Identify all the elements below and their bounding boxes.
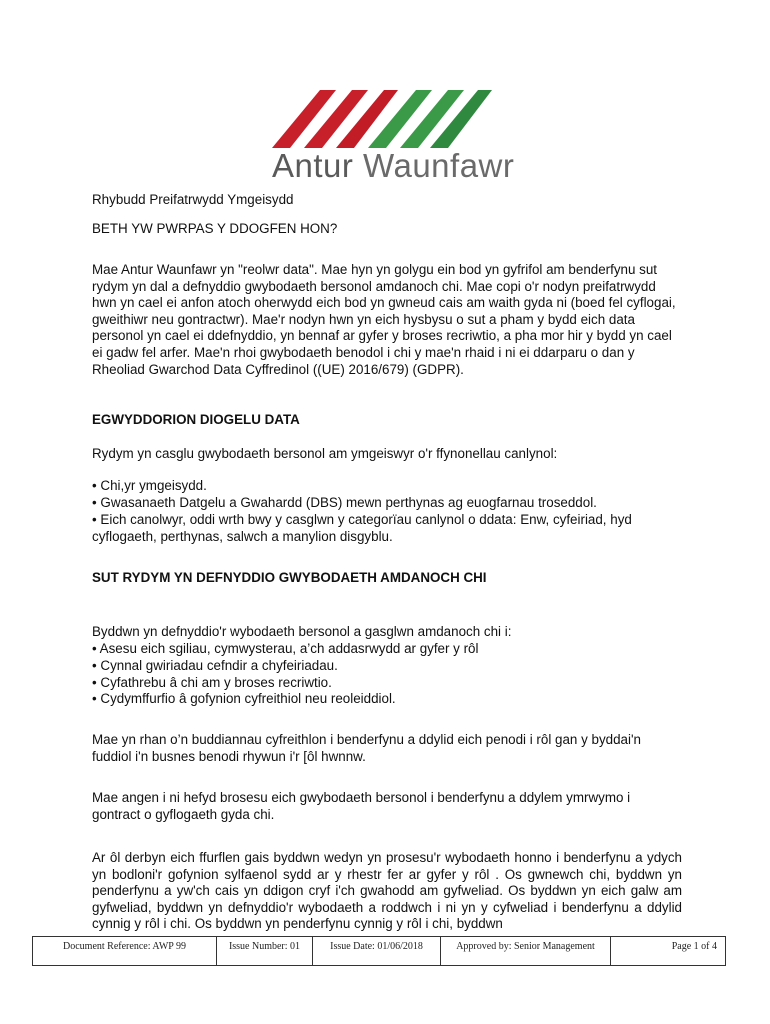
- usage-bullet-2: • Cynnal gwiriadau cefndir a chyfeiriadau.: [92, 658, 338, 673]
- footer-approved-by: Approved by: Senior Management: [441, 937, 611, 965]
- usage-bullet-4: • Cydymffurfio â gofynion cyfreithiol neu reoleiddiol.: [92, 691, 396, 706]
- footer-page-number: Page 1 of 4: [671, 941, 717, 952]
- footer-doc-reference: Document Reference: AWP 99: [33, 937, 217, 965]
- footer-issue-number: Issue Number: 01: [217, 937, 313, 965]
- logo-word-waunfawr: Waunfawr: [363, 147, 515, 184]
- document-footer: [32, 936, 726, 966]
- usage-bullet-1: • Asesu eich sgiliau, cymwysterau, a’ch addasrwydd ar gyfer y rôl: [92, 641, 479, 656]
- document-title: Rhybudd Preifatrwydd Ymgeisydd: [92, 192, 294, 207]
- section-heading-principles: EGWYDDORION DIOGELU DATA: [92, 412, 300, 427]
- principles-bullet-2: • Gwasanaeth Datgelu a Gwahardd (DBS) mewn perthynas ag euogfarnau troseddol.: [92, 495, 597, 510]
- principles-bullet-1: • Chi,yr ymgeisydd.: [92, 478, 207, 493]
- logo-word-antur: Antur: [272, 147, 354, 184]
- footer-issue-date: Issue Date: 01/06/2018: [313, 937, 441, 965]
- usage-intro: Byddwn yn defnyddio'r wybodaeth bersonol a gasglwn amdanoch chi i:: [92, 624, 512, 639]
- interest-paragraph: Mae yn rhan o’n buddiannau cyfreithlon i benderfynu a ddylid eich penodi i rôl gan y byddai'n fuddiol i'n busnes benodi rhywun i'r [ôl hwnnw.: [92, 732, 641, 764]
- section-heading-usage: SUT RYDYM YN DEFNYDDIO GWYBODAETH AMDANOCH CHI: [92, 570, 487, 585]
- principles-intro: Rydym yn casglu gwybodaeth bersonol am ymgeiswyr o'r ffynonellau canlynol:: [92, 446, 558, 461]
- usage-bullet-3: • Cyfathrebu â chi am y broses recriwtio.: [92, 675, 332, 690]
- contract-paragraph: Mae angen i ni hefyd brosesu eich gwybodaeth bersonol i benderfynu a ddylem ymrwymo i gontract o gyflogaeth gyda chi.: [92, 790, 631, 822]
- application-paragraph: Ar ôl derbyn eich ffurflen gais byddwn wedyn yn prosesu'r wybodaeth honno i benderfynu a ydych yn bodloni'r gofynion sylfaenol sydd ar y rhestr fer ar gyfer y rôl . Os gwnewch chi, byddwn yn penderfynu a yw'ch cais yn ddigon cryf i'ch gwahodd am gyfweliad. Os byddwn yn eich galw am gyfweliad, byddwn yn defnyddio'r wybodaeth a roddwch i ni yn y cyfweliad i benderfynu a ddylid cynnig y rôl i chi. Os byddwn yn penderfynu cynnig y rôl i chi, byddwn: [92, 850, 682, 932]
- logo-wordmark: [272, 148, 514, 184]
- section-heading-purpose: BETH YW PWRPAS Y DDOGFEN HON?: [92, 221, 338, 236]
- purpose-paragraph: Mae Antur Waunfawr yn "reolwr data". Mae hyn yn golygu ein bod yn gyfrifol am benderfynu sut rydym yn dal a defnyddio gwybodaeth bersonol amdanoch chi. Mae copi o'r nodyn preifatrwydd hwn yn cael ei anfon atoch oherwydd eich bod yn gwneud cais am waith gyda ni (boed fel cyflogai, gweithiwr neu gontractwr). Mae'r nodyn hwn yn eich hysbysu o sut a pham y bydd eich data personol yn cael ei ddefnyddio, yn bennaf ar gyfer y broses recriwtio, a pha mor hir y bydd yn cael ei gadw fel arfer. Mae'n rhoi gwybodaeth benodol i chi y mae'n rhaid i ni ei ddarparu o dan y Rheoliad Gwarchod Data Cyffredinol ((UE) 2016/679) (GDPR).: [92, 262, 676, 377]
- principles-bullet-3: • Eich canolwyr, oddi wrth bwy y casglwn y categorïau canlynol o ddata: Enw, cyfeiriad, hyd cyflogaeth, perthynas, salwch a manylion disgyblu.: [92, 512, 632, 544]
